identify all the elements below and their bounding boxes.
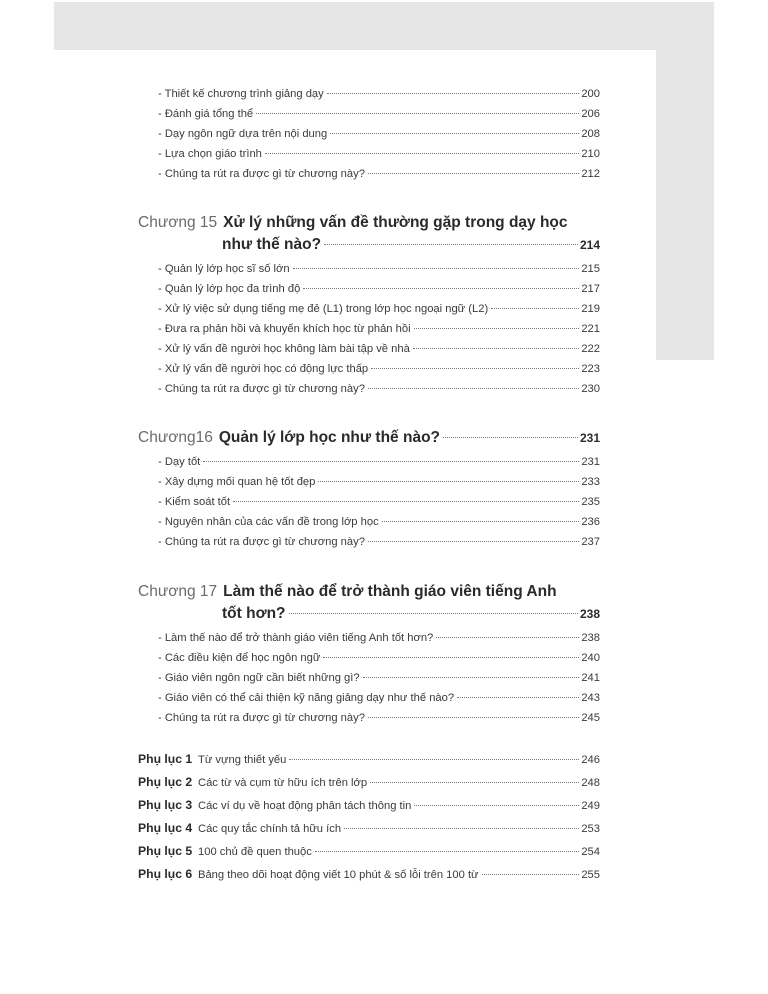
chapter-title: Xử lý những vấn đề thường gặp trong dạy học	[223, 214, 568, 231]
appendix-title: Các từ và cụm từ hữu ích trên lớp	[198, 777, 368, 789]
appendix-title: Bảng theo dõi hoạt động viết 10 phút & số lỗi trên 100 từ	[198, 869, 479, 881]
chapter-heading-line1	[138, 429, 600, 447]
appendix-page: 248	[581, 777, 600, 789]
toc-entry[interactable]	[158, 474, 600, 490]
toc-entry-page: 235	[581, 496, 600, 508]
chapter-heading-line2	[222, 236, 600, 254]
dot-leader	[370, 782, 579, 783]
appendix-entry[interactable]	[138, 798, 600, 812]
toc-entry-page: 231	[581, 456, 600, 468]
appendix-label: Phụ lục 4	[138, 821, 193, 835]
toc-entry[interactable]	[158, 630, 600, 646]
toc-entry-title: - Thiết kế chương trình giảng dạy	[158, 88, 324, 100]
dot-leader	[482, 874, 580, 875]
toc-entry-page: 210	[581, 148, 600, 160]
dot-leader	[368, 541, 579, 542]
toc-entry-title: - Xử lý vấn đề người học có động lực thấp	[158, 363, 369, 375]
dot-leader	[368, 717, 579, 718]
toc-entry-title: - Nguyên nhân của các vấn đề trong lớp học	[158, 516, 379, 528]
chapter-title-cont: tốt hơn?	[222, 605, 286, 622]
dot-leader	[457, 697, 579, 698]
appendix-title: Các ví dụ về hoạt động phân tách thông tin	[198, 800, 412, 812]
dot-leader	[256, 113, 579, 114]
toc-entry-title: - Chúng ta rút ra được gì từ chương này?	[158, 383, 365, 395]
toc-entry-page: 212	[581, 168, 600, 180]
toc-entry-page: 200	[581, 88, 600, 100]
appendix-page: 255	[581, 869, 600, 881]
toc-entry-title: - Giáo viên ngôn ngữ cần biết những gì?	[158, 672, 360, 684]
toc-entry[interactable]	[158, 381, 600, 397]
appendix-page: 254	[581, 846, 600, 858]
dot-leader	[324, 244, 578, 245]
appendix-label: Phụ lục 2	[138, 775, 193, 789]
appendix-page: 249	[581, 800, 600, 812]
toc-entry[interactable]	[158, 710, 600, 726]
toc-entry-page: 219	[581, 303, 600, 315]
toc-entry-title: - Giáo viên có thể cải thiện kỹ năng giảng dạy như thế nào?	[158, 692, 455, 704]
toc-entry-page: 223	[581, 363, 600, 375]
appendix-label: Phụ lục 6	[138, 867, 193, 881]
appendix-title: 100 chủ đề quen thuộc	[198, 846, 312, 858]
chapter-title: Quản lý lớp học như thế nào?	[218, 429, 441, 446]
toc-entry-title: - Kiểm soát tốt	[158, 496, 231, 508]
toc-entry[interactable]	[158, 301, 600, 317]
dot-leader	[289, 613, 578, 614]
toc-entry-page: 240	[581, 652, 600, 664]
chapter-label: Chương16	[138, 429, 213, 446]
dot-leader	[318, 481, 579, 482]
dot-leader	[265, 153, 579, 154]
toc-entry[interactable]	[158, 494, 600, 510]
appendix-title: Từ vựng thiết yếu	[198, 754, 287, 766]
toc-entry-page: 217	[581, 283, 600, 295]
chapter-page: 238	[579, 607, 600, 621]
chapter-title-cont: như thế nào?	[222, 236, 322, 253]
appendix-page: 253	[581, 823, 600, 835]
toc-entry-page: 241	[581, 672, 600, 684]
toc-entry-title: - Xử lý vấn đề người học không làm bài tập về nhà	[158, 343, 410, 355]
chapter-label: Chương 17	[138, 583, 218, 600]
dot-leader	[414, 805, 579, 806]
dot-leader	[491, 308, 579, 309]
toc-entry[interactable]	[158, 534, 600, 550]
side-tab-marker	[656, 50, 714, 360]
toc-entry-title: - Làm thế nào để trở thành giáo viên tiếng Anh tốt hơn?	[158, 632, 434, 644]
appendix-title: Các quy tắc chính tả hữu ích	[198, 823, 342, 835]
toc-entry-title: - Chúng ta rút ra được gì từ chương này?	[158, 712, 365, 724]
toc-entry-title: - Các điều kiện để học ngôn ngữ	[158, 652, 321, 664]
dot-leader	[363, 677, 580, 678]
toc-entry-title: - Chúng ta rút ra được gì từ chương này?	[158, 168, 365, 180]
appendix-entry[interactable]	[138, 867, 600, 881]
appendix-entry[interactable]	[138, 821, 600, 835]
dot-leader	[414, 328, 580, 329]
toc-entry-page: 206	[581, 108, 600, 120]
header-band	[54, 2, 714, 50]
dot-leader	[368, 388, 579, 389]
toc-entry-title: - Dạy ngôn ngữ dựa trên nội dung	[158, 128, 328, 140]
appendix-page: 246	[581, 754, 600, 766]
toc-entry-page: 215	[581, 263, 600, 275]
dot-leader	[371, 368, 579, 369]
toc-entry-page: 238	[581, 632, 600, 644]
chapter-label: Chương 15	[138, 214, 218, 231]
toc-entry[interactable]	[158, 261, 600, 277]
appendix-entry[interactable]	[138, 844, 600, 858]
dot-leader	[382, 521, 580, 522]
toc-entry-title: - Lựa chọn giáo trình	[158, 148, 262, 160]
toc-entry[interactable]	[158, 86, 600, 102]
dot-leader	[368, 173, 579, 174]
dot-leader	[315, 851, 579, 852]
toc-entry-title: - Đưa ra phản hồi và khuyến khích học từ phản hồi	[158, 323, 411, 335]
toc-entry-title: - Quản lý lớp học đa trình độ	[158, 283, 301, 295]
dot-leader	[303, 288, 579, 289]
dot-leader	[330, 133, 579, 134]
toc-entry-page: 245	[581, 712, 600, 724]
chapter-heading-line1	[138, 214, 568, 232]
dot-leader	[293, 268, 580, 269]
dot-leader	[436, 637, 579, 638]
dot-leader	[323, 657, 579, 658]
toc-entry[interactable]	[158, 454, 600, 470]
appendix-label: Phụ lục 3	[138, 798, 193, 812]
toc-entry-title: - Xử lý việc sử dụng tiếng mẹ đẻ (L1) trong lớp học ngoại ngữ (L2)	[158, 303, 489, 315]
dot-leader	[203, 461, 579, 462]
toc-entry[interactable]	[158, 321, 600, 337]
toc-entry-page: 243	[581, 692, 600, 704]
toc-entry[interactable]	[158, 106, 600, 122]
appendix-entry[interactable]	[138, 752, 600, 766]
appendix-entry[interactable]	[138, 775, 600, 789]
toc-entry[interactable]	[158, 166, 600, 182]
toc-entry-title: - Xây dựng mối quan hệ tốt đẹp	[158, 476, 316, 488]
dot-leader	[327, 93, 580, 94]
toc-entry[interactable]	[158, 126, 600, 142]
dot-leader	[443, 437, 578, 438]
toc-entry-page: 221	[581, 323, 600, 335]
chapter-title: Làm thế nào để trở thành giáo viên tiếng Anh	[223, 583, 557, 600]
toc-entry[interactable]	[158, 146, 600, 162]
chapter-page: 214	[579, 238, 600, 252]
appendix-label: Phụ lục 1	[138, 752, 193, 766]
toc-entry-title: - Dạy tốt	[158, 456, 201, 468]
toc-entry-page: 233	[581, 476, 600, 488]
dot-leader	[233, 501, 579, 502]
chapter-heading-line1	[138, 583, 557, 601]
toc-entry[interactable]	[158, 650, 600, 666]
dot-leader	[413, 348, 580, 349]
toc-entry-title: - Chúng ta rút ra được gì từ chương này?	[158, 536, 365, 548]
toc-entry-title: - Đánh giá tổng thể	[158, 108, 254, 120]
dot-leader	[344, 828, 579, 829]
toc-entry[interactable]	[158, 281, 600, 297]
toc-entry[interactable]	[158, 514, 600, 530]
toc-entry-page: 230	[581, 383, 600, 395]
toc-entry-page: 208	[581, 128, 600, 140]
appendix-label: Phụ lục 5	[138, 844, 193, 858]
toc-entry[interactable]	[158, 670, 600, 686]
dot-leader	[289, 759, 579, 760]
toc-entry-page: 237	[581, 536, 600, 548]
toc-entry[interactable]	[158, 341, 600, 357]
toc-entry-title: - Quản lý lớp học sĩ số lớn	[158, 263, 290, 275]
toc-entry-page: 236	[581, 516, 600, 528]
toc-entry[interactable]	[158, 690, 600, 706]
toc-entry[interactable]	[158, 361, 600, 377]
chapter-heading-line2	[222, 605, 600, 623]
toc-entry-page: 222	[581, 343, 600, 355]
chapter-page: 231	[579, 431, 600, 445]
